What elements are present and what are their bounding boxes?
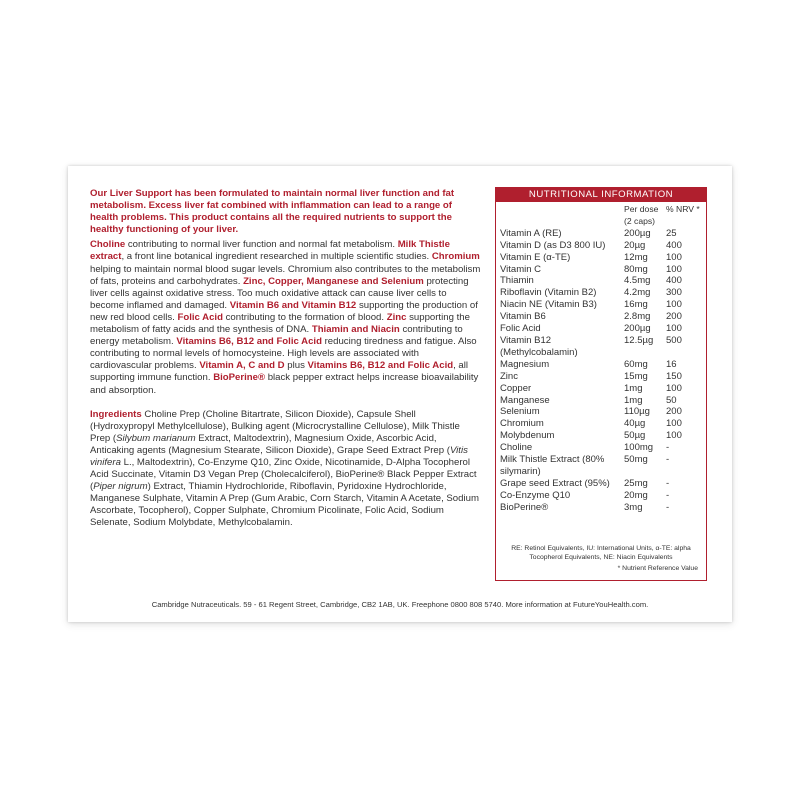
nutrition-panel <box>495 187 707 581</box>
nutrient-row <box>496 240 706 252</box>
nutrient-row <box>496 252 706 264</box>
nutrient-row <box>496 383 706 395</box>
nutrient-nrv: - <box>666 501 670 513</box>
nutrient-dose: 200µg <box>624 323 651 335</box>
nutrient-nrv: 100 <box>666 382 682 394</box>
nutrient-dose: 50µg <box>624 430 646 442</box>
nutrient-name: Thiamin <box>500 275 534 287</box>
nutrient-nrv: - <box>666 489 670 501</box>
nutrient-nrv: 100 <box>666 430 682 442</box>
body-text: reducing tiredness and fatigue. Also contributing to normal levels of homocysteine. High levels are associated with cardiovascular problems. <box>90 336 477 372</box>
body-text: black pepper extract helps increase bioavailability and absorption. <box>90 372 479 396</box>
body-text: plus <box>284 360 308 372</box>
nutrient-name: Vitamin C <box>500 263 542 275</box>
nutrient-row <box>496 323 706 335</box>
nutrient-nrv: 100 <box>666 323 682 335</box>
nutrient-nrv: 200 <box>666 311 682 323</box>
nutrient-row <box>496 478 706 490</box>
nutrient-nrv: - <box>666 442 670 454</box>
highlight-term: Vitamin A, C and D <box>199 360 285 372</box>
nutrient-name: Zinc <box>500 370 518 382</box>
nutrient-dose: 2.8mg <box>624 311 651 323</box>
nutrient-dose: 3mg <box>624 501 643 513</box>
highlight-term: Vitamins B6, B12 and Folic Acid <box>176 336 322 348</box>
nutrient-name: Vitamin B12 (Methylcobalamin) <box>500 334 578 358</box>
nutrient-row <box>496 275 706 287</box>
ingredients-text: ) Extract, Thiamin Hydrochloride, Riboflavin, Pyridoxine Hydrochloride, Manganese Sulphate, Vitamin A Prep (Gum Arabic, Corn Starch, Vitamin A Acetate, Sodium Ascorbate, Tocopherol), Copper Sulphate, Chromium Picolinate, Folic Acid, Sodium Selenate, Sodium Molybdate, Methylcobalamin. <box>90 481 479 529</box>
highlight-term: Folic Acid <box>177 311 223 323</box>
body-text: , a front line botanical ingredient researched in multiple scientific studies. <box>121 251 432 263</box>
nutrient-dose: 40µg <box>624 418 646 430</box>
intro-text: Our Liver Support has been formulated to maintain normal liver function and fat metabolism. Excess liver fat combined with inflammation can lead to a range of health problems. This product contains all the required nutrients to support the healthy functioning of your liver. <box>90 188 455 236</box>
nutrient-name: Vitamin A (RE) <box>500 227 562 239</box>
nutrient-nrv: 25 <box>666 227 677 239</box>
nutrient-nrv: - <box>666 477 670 489</box>
nrv-column-header: % NRV * <box>666 204 700 214</box>
nutrient-nrv: 100 <box>666 418 682 430</box>
nutrient-row <box>496 406 706 418</box>
nutrient-name: Niacin NE (Vitamin B3) <box>500 299 597 311</box>
description-column <box>90 188 482 530</box>
nutrient-nrv: 400 <box>666 239 682 251</box>
dose-column-header: Per dose (2 caps) <box>624 204 659 226</box>
nutrient-row <box>496 311 706 323</box>
latin-name: Vitis vinifera <box>90 444 468 468</box>
nutrient-nrv: 300 <box>666 287 682 299</box>
nutrient-dose: 1mg <box>624 394 643 406</box>
company-footer: Cambridge Nutraceuticals. 59 - 61 Regent Street, Cambridge, CB2 1AB, UK. Freephone 0800 808 5740. More information at FutureYouHealth.com. <box>151 600 649 609</box>
nutrient-name: Manganese <box>500 394 550 406</box>
nutrient-row <box>496 371 706 383</box>
nutrient-name: Choline <box>500 442 533 454</box>
nutrient-row <box>496 418 706 430</box>
nutrient-name: Grape seed Extract (95%) <box>500 477 610 489</box>
body-text: contributing to the formation of blood. <box>222 311 387 323</box>
highlight-term: Zinc <box>386 311 407 323</box>
highlight-term: Vitamins B6, B12 and Folic Acid <box>307 360 454 372</box>
nutrient-nrv: 150 <box>666 370 682 382</box>
ingredients-text: Choline Prep (Choline Bitartrate, Silicon Dioxide), Capsule Shell (Hydroxypropyl Methylcellulose), Bulking agent (Microcrystalline Cellulose), Milk Thistle Prep ( <box>90 408 460 444</box>
latin-name: Silybum marianum <box>116 432 196 444</box>
highlight-term: Zinc, Copper, Manganese and Selenium <box>243 275 424 287</box>
nutrient-name: Milk Thistle Extract (80% silymarin) <box>500 454 605 477</box>
nutrient-dose: 1mg <box>624 382 643 394</box>
highlight-term: Thiamin and Niacin <box>311 324 400 336</box>
nutrient-name: Chromium <box>500 418 544 430</box>
nutrient-row <box>496 359 706 371</box>
nutrient-dose: 20µg <box>624 239 646 251</box>
nutrient-dose: 15mg <box>624 370 648 382</box>
nutrient-dose: 20mg <box>624 489 648 501</box>
nutrient-nrv: 50 <box>666 394 677 406</box>
nutrient-name: Molybdenum <box>500 430 555 442</box>
body-text: supporting the metabolism of fatty acids and the synthesis of DNA. <box>90 311 470 336</box>
nutrient-row <box>496 264 706 276</box>
nutrient-dose: 80mg <box>624 263 648 275</box>
ingredients-label: Ingredients <box>90 408 142 420</box>
nutrient-nrv: 100 <box>666 263 682 275</box>
nutrient-nrv: 100 <box>666 299 682 311</box>
nutrition-notes <box>496 545 706 574</box>
label-panel <box>68 166 732 622</box>
nutrient-nrv: - <box>666 454 670 466</box>
nutrient-dose: 4.2mg <box>624 287 651 299</box>
highlight-term: Chromium <box>431 251 480 263</box>
nutrient-dose: 25mg <box>624 477 648 489</box>
nutrition-title: NUTRITIONAL INFORMATION <box>496 188 706 202</box>
nutrient-dose: 12mg <box>624 251 648 263</box>
nutrient-row <box>496 442 706 454</box>
ingredients-paragraph <box>90 409 482 530</box>
nrv-note: * Nutrient Reference Value <box>617 565 698 573</box>
nutrient-nrv: 200 <box>666 406 682 418</box>
nutrient-nrv: 500 <box>666 334 682 346</box>
nutrient-nrv: 400 <box>666 275 682 287</box>
nutrient-name: Copper <box>500 382 532 394</box>
nutrient-row <box>496 454 706 478</box>
nutrient-dose: 4.5mg <box>624 275 651 287</box>
body-text: , all supporting immune function. <box>90 360 469 384</box>
nutrient-name: Folic Acid <box>500 323 541 335</box>
nutrient-row <box>496 502 706 514</box>
nutrition-header-row <box>496 202 706 228</box>
highlight-term: BioPerine® <box>213 372 266 384</box>
nutrient-dose: 12.5µg <box>624 334 654 346</box>
nutrient-row <box>496 228 706 240</box>
body-text: protecting liver cells against oxidative stress. Too much oxidative attack can cause liver cells to become inflamed and damaged. <box>90 275 469 311</box>
nutrient-name: Vitamin D (as D3 800 IU) <box>500 239 606 251</box>
nutrient-row <box>496 287 706 299</box>
nutrient-row <box>496 490 706 502</box>
nutrient-nrv: 100 <box>666 251 682 263</box>
body-text: supporting the production of new red blood cells. <box>90 299 478 323</box>
nutrient-dose: 50mg <box>624 454 648 466</box>
nutrient-name: Magnesium <box>500 358 550 370</box>
nutrient-name: Selenium <box>500 406 540 418</box>
nutrient-row <box>496 335 706 359</box>
nutrient-dose: 100mg <box>624 442 654 454</box>
nutrient-dose: 60mg <box>624 358 648 370</box>
nutrient-dose: 16mg <box>624 299 648 311</box>
nutrient-name: Vitamin B6 <box>500 311 546 323</box>
nutrient-name: BioPerine® <box>500 501 549 513</box>
body-text: helping to maintain normal blood sugar levels. Chromium also contributes to the metabolism of fats, proteins and carbohydrates. <box>90 263 481 287</box>
highlight-term: Milk Thistle extract <box>90 239 450 263</box>
highlight-term: Vitamin B6 and Vitamin B12 <box>229 299 357 311</box>
ingredients-text: L., Maltodextrin), Co-Enzyme Q10, Zinc Oxide, Nicotinamide, D-Alpha Tocopherol Acid Succinate, Vitamin D3 Vegan Prep (Cholecalciferol), BioPerine® Black Pepper Extract ( <box>90 456 477 493</box>
latin-name: Piper nigrum <box>93 481 148 493</box>
nutrient-name: Co-Enzyme Q10 <box>500 489 571 501</box>
nutrient-row <box>496 299 706 311</box>
nutrition-table <box>496 202 706 514</box>
highlight-term: Choline <box>90 239 126 251</box>
body-text: contributing to normal liver function and normal fat metabolism. <box>125 239 398 251</box>
nutrient-row <box>496 395 706 407</box>
benefits-paragraph <box>90 239 482 396</box>
ingredients-text: Extract, Maltodextrin), Magnesium Oxide, Ascorbic Acid, Anticaking agents (Magnesium Stearate, Silicon Dioxide), Grape Seed Extract Prep ( <box>90 432 450 456</box>
abbreviation-note: RE: Retinol Equivalents, IU: International Units, α-TE: alpha Tocopherol Equivalents, NE: Niacin Equivalents <box>511 545 691 561</box>
nutrient-nrv: 16 <box>666 358 677 370</box>
nutrient-dose: 200µg <box>624 227 651 239</box>
nutrient-row <box>496 430 706 442</box>
body-text: contributing to energy metabolism. <box>90 324 463 348</box>
nutrient-name: Riboflavin (Vitamin B2) <box>500 287 597 299</box>
nutrient-dose: 110µg <box>624 406 650 418</box>
nutrient-name: Vitamin E (α-TE) <box>500 251 571 263</box>
